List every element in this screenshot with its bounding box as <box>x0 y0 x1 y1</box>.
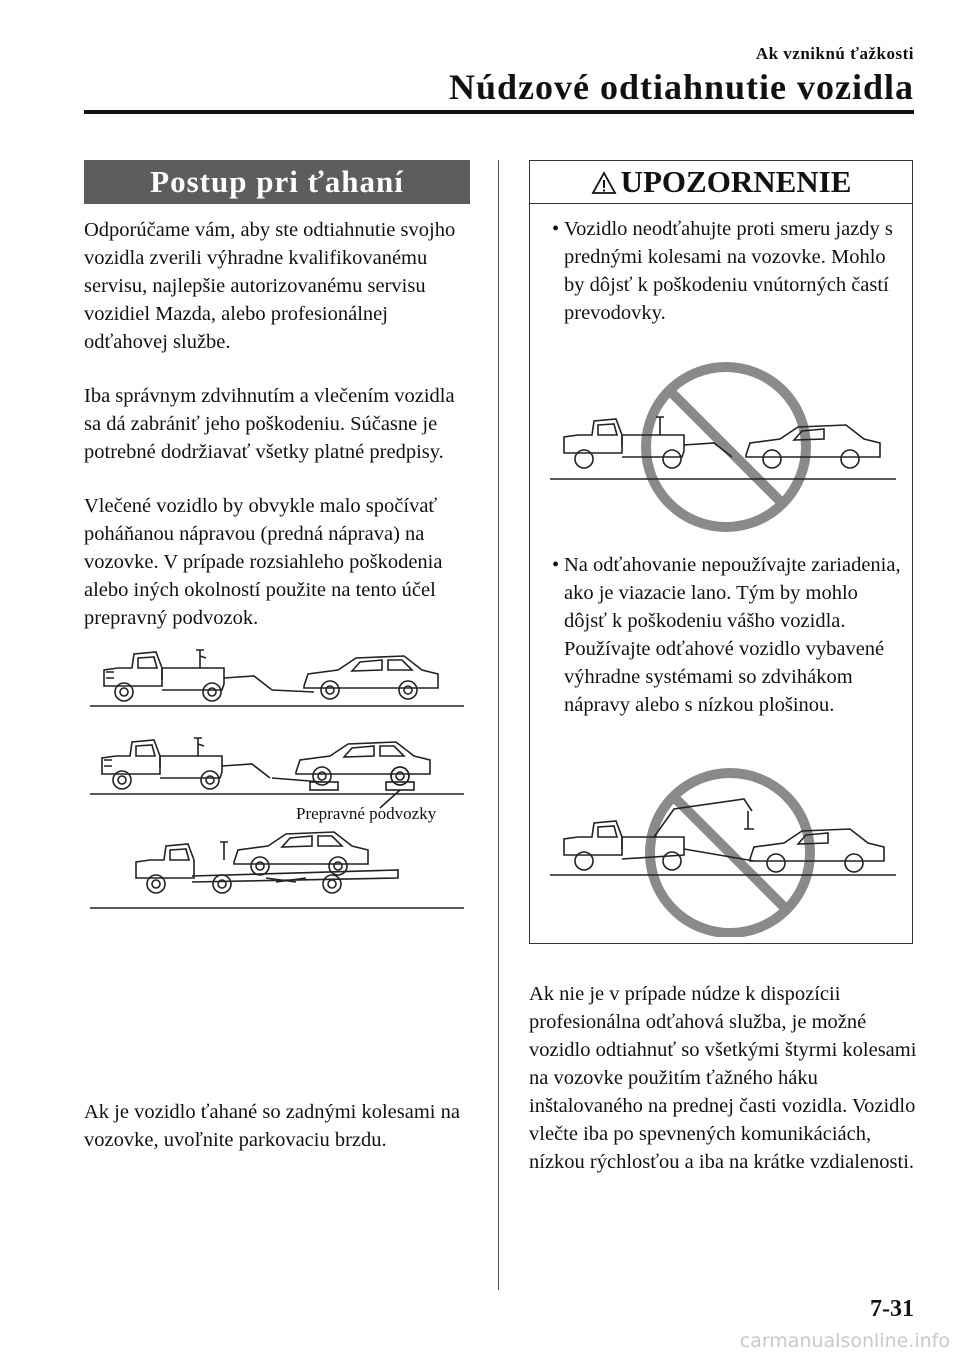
watermark: carmanualsonline.info <box>739 1330 950 1352</box>
warning-box <box>529 160 913 944</box>
header-rule <box>84 110 914 114</box>
dolly-figure-label: Prepravné podvozky <box>296 804 437 823</box>
paragraph-4: Ak je vozidlo ťahané so zadnými kolesami na vozovke, uvoľnite parkovaciu brzdu. <box>84 1101 460 1151</box>
page-number: 7-31 <box>870 1296 914 1322</box>
warning-bullet-1 <box>552 215 902 327</box>
prohibited-wheel-lift-illustration <box>550 359 896 535</box>
page-title: Núdzové odtiahnutie vozidla <box>448 67 914 107</box>
warning-triangle-icon <box>591 171 617 195</box>
warning-bullet-2-text: Na odťahovanie nepoužívajte zariadenia, ako je viazacie lano. Tým by mohlo dôjsť k poškodeniu vášho vozidla. Používajte odťahové vozidlo vybavené výhradne systémami so zdvihákom nápravy alebo s nízkou plošinou. <box>564 554 901 716</box>
prohibited-rope-tow-illustration <box>550 767 896 937</box>
warning-bullet-2 <box>552 551 902 719</box>
paragraph-1: Odporúčame vám, aby ste odtiahnutie svojho vozidla zverili výhradne kvalifikovanému servisu, najlepšie autorizovanému servisu vozidiel Mazda, alebo profesionálnej odťahovej službe. <box>84 219 456 353</box>
column-divider <box>498 160 499 1290</box>
emergency-towing-paragraph: Ak nie je v prípade núdze k dispozícii profesionálna odťahová služba, je možné vozidlo odtiahnuť so všetkými štyrmi kolesami na vozovke použitím ťažného háku inštalovaného na prednej časti vozidla. Vozidlo vlečte iba po spevnených komunikáciách, nízkou rýchlosťou a iba na krátke vzdialenosti. <box>529 983 917 1173</box>
bullet-dot: • <box>552 218 560 240</box>
paragraph-2: Iba správnym zdvihnutím a vlečením vozidla sa dá zabrániť jeho poškodeniu. Súčasne je potrebné dodržiavať všetky platné predpisy. <box>84 385 455 463</box>
warning-bullet-1-text: Vozidlo neodťahujte proti smeru jazdy s prednými kolesami na vozovke. Mohlo by dôjsť k poškodeniu vnútorných častí prevodovky. <box>564 218 893 324</box>
towing-methods-illustration <box>84 640 470 910</box>
bullet-dot: • <box>552 554 560 576</box>
warning-heading-text: UPOZORNENIE <box>620 164 852 199</box>
paragraph-3: Vlečené vozidlo by obvykle malo spočívať poháňanou nápravou (predná náprava) na vozovke. V prípade rozsiahleho poškodenia alebo iných okolností použite na tento účel prepravný podvozok. <box>84 495 443 629</box>
left-column <box>84 160 470 1151</box>
warning-heading <box>530 161 912 204</box>
chapter-label: Ak vzniknú ťažkosti <box>755 44 914 63</box>
section-banner: Postup pri ťahaní <box>84 160 470 204</box>
